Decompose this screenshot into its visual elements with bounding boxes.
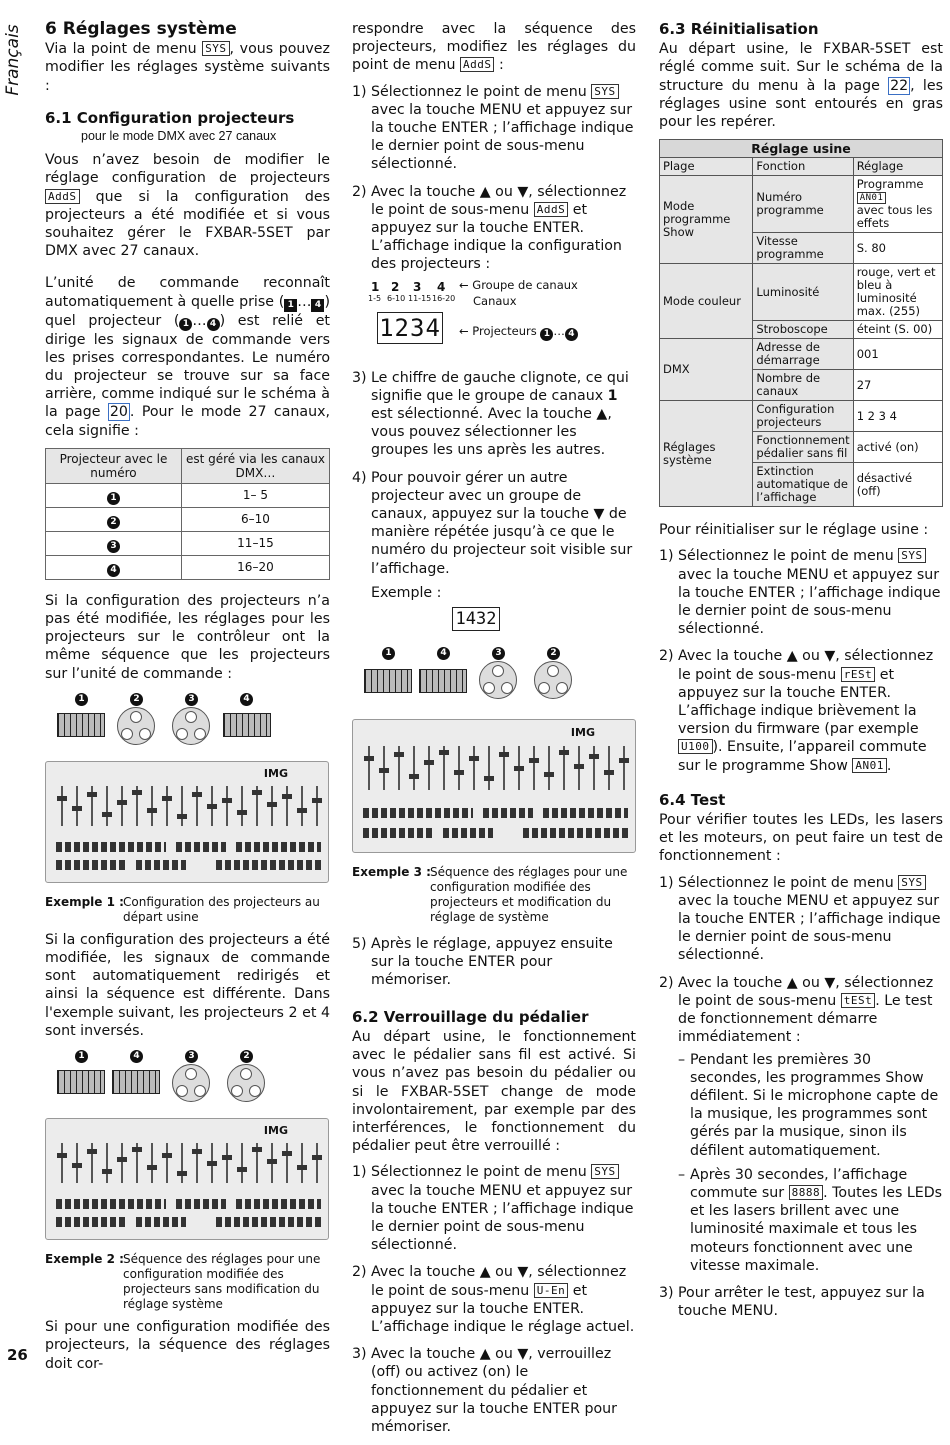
example-label: Exemple : <box>371 584 442 601</box>
lcd-sys: SYS <box>591 1164 618 1179</box>
table-row: Mode programme Show Numéro programme Programme AN01 avec tous les effets <box>660 176 943 233</box>
lcd-display: 1432 <box>452 607 500 631</box>
steps-list <box>352 1163 636 1436</box>
paragraph: Si la configuration des projecteurs n’a pas été modifiée, les réglages pour les projecteurs sur le contrôleur ont la même séquence que les projecteurs sur l’unité de commande : <box>45 592 330 682</box>
lcd-sys: SYS <box>202 41 229 56</box>
table-row: Extinction automatique de l’affichage désactivé (off) <box>660 463 943 507</box>
figure-example-1: 1 2 3 4 IMG <box>45 691 330 891</box>
lcd-sys: SYS <box>591 84 618 99</box>
lcd-adds: AddS <box>460 57 495 72</box>
paragraph: Au départ usine, le fonctionnement avec le pédalier sans fil est activé. Si vous n’avez pas besoin du pédalier ou si le FXBAR-5SET change de mode involontairement, par exemple par des interférences, le fonctionnement du pédalier peut être verrouillé : <box>352 1028 636 1155</box>
caption: Exemple 2 : Séquence des réglages pour une configuration modifiée des projecteurs sans modification du réglage système <box>45 1252 321 1312</box>
moving-head <box>172 1064 210 1102</box>
paragraph: L’unité de commande reconnaît automatiquement à quelle prise ( 1 … 4 ) quel projecteur ( 1 … 4 ) est relié et dirige les signaux de commande vers les prises correspondantes. Le numéro du projecteur se trouve sur sa face arrière, comme indiqué sur le schéma à la page 20 . Pour le mode 27 canaux, cela signifie : <box>45 275 330 439</box>
table-title: Réglage usine <box>660 140 943 158</box>
table-row: Stroboscope éteint (S. 00) <box>660 321 943 339</box>
column-header: Réglage <box>853 158 942 176</box>
moving-head <box>479 661 517 699</box>
lcd-adds: AddS <box>534 202 569 217</box>
socket-number: 1 <box>284 299 297 312</box>
language-label: Français <box>3 24 23 96</box>
controller-console: IMG <box>45 1118 329 1240</box>
lcd-sys: SYS <box>898 548 925 563</box>
lcd-an01: AN01 <box>852 758 887 773</box>
moving-head <box>227 1064 265 1102</box>
factory-settings-table <box>659 139 943 507</box>
lcd-adds: AddS <box>45 189 80 204</box>
subsection-heading-6-3: 6.3 Réinitialisation <box>659 20 819 38</box>
paragraph: Pour réinitialiser sur le réglage usine : <box>659 522 929 539</box>
controller-console: IMG <box>45 761 329 883</box>
table-row: Fonctionnement pédalier sans fil activé (on) <box>660 432 943 463</box>
caption: Exemple 3 : Séquence des réglages pour une configuration modifiée des projecteurs et modification du réglage de système <box>352 865 628 925</box>
list-item: 3) Pour arrêter le test, appuyez sur la touche MENU. <box>659 1284 925 1320</box>
list-item: 3) Le chiffre de gauche clignote, ce qui signifie que le groupe de canaux 1 est sélectionné. Avec la touche ▲, vous pouvez sélectionner les groupes les uns après les autres. <box>352 369 629 459</box>
list-item: 1) Sélectionnez le point de menu SYS avec la touche MENU et appuyez sur la touche ENTER ; l’affichage indique le dernier point de sous-menu sélectionné. <box>659 874 941 964</box>
table-header: Projecteur avec le numéro <box>46 448 182 483</box>
moving-head <box>534 661 572 699</box>
figure-example-3: 1432 1 4 3 2 IMG <box>352 607 636 861</box>
subsection-heading-6-4: 6.4 Test <box>659 790 726 809</box>
led-bar <box>419 669 467 693</box>
led-bar <box>57 713 105 737</box>
list-item: – Pendant les premières 30 secondes, les programmes Show défilent. Si le microphone capte de la musique, les programmes sont gérés par la musique, sinon ils défilent automatiquement. <box>678 1051 943 1160</box>
paragraph: Si la configuration des projecteurs a été modifiée, les signaux de commande sont automatiquement redirigés et ainsi la séquence est différente. Dans l'exemple suivant, les projecteurs 2 et 4 sont inversés. <box>45 931 330 1039</box>
projector-number: 1 <box>179 318 192 331</box>
list-item: 5) Après le réglage, appuyez ensuite sur la touche ENTER pour mémoriser. <box>352 936 613 989</box>
projectors-label: ← Projecteurs 1 … 4 <box>459 322 578 341</box>
steps-list <box>659 874 943 1321</box>
section-heading: 6 Réglages système <box>45 19 237 39</box>
socket-number: 4 <box>311 299 324 312</box>
list-item: 2) Avec la touche ▲ ou ▼, sélectionnez le point de sous-menu AddS et appuyez sur la touche ENTER. L’affichage indique la configuration des projecteurs : 1 2 3 4 1-5 6-10 11-15 16-20 ← Groupe de canaux Canaux 1234 ← Projecteurs 1 … 4 <box>352 183 636 360</box>
list-item: 2) Avec la touche ▲ ou ▼, sélectionnez le point de sous-menu tESt . Le test de fonctionnement démarre immédiatement : – Pendant les premières 30 secondes, les programmes Show défilent. Si le microphone capte de la musique, les programmes sont gérés par la musique, sinon ils défilent automatiquement. – Après 30 secondes, l’affichage commute sur 8888 . Toutes les LEDs et les lasers brillent avec une luminosité maximale et tous les moteurs fonctionnent avec une vitesse maximale. <box>659 974 943 1275</box>
moving-head <box>172 707 210 745</box>
intro-paragraph: Via la point de menu SYS , vous pouvez modifier les réglages système suivants : <box>45 41 330 94</box>
subsection-heading-6-2: 6.2 Verrouillage du pédalier <box>352 1007 589 1026</box>
table-row: Mode couleur Luminosité rouge, vert et bleu à luminosité max. (255) <box>660 264 943 321</box>
page-link[interactable]: 20 <box>109 404 128 421</box>
led-bar <box>223 713 271 737</box>
controller-console: IMG <box>352 719 636 853</box>
language-tab <box>3 20 23 100</box>
paragraph: respondre avec la séquence des projecteurs, modifiez les réglages du point de menu AddS : <box>352 21 636 74</box>
column-3 <box>659 20 943 1329</box>
led-bar <box>57 1070 105 1094</box>
subsection-subtitle: pour le mode DMX avec 27 canaux <box>81 129 277 144</box>
projector-number: 4 <box>207 318 220 331</box>
column-2 <box>352 20 636 1445</box>
caption: Exemple 1 : Configuration des projecteurs au départ usine <box>45 894 320 924</box>
moving-head <box>117 707 155 745</box>
lcd-rest: rESt <box>841 667 876 682</box>
subsection-heading-6-1: 6.1 Configuration projecteurs <box>45 108 295 127</box>
table-row: 4 16–20 <box>46 555 330 579</box>
list-item: – Après 30 secondes, l’affichage commute sur 8888 . Toutes les LEDs et les lasers brillent avec une luminosité maximale et tous les moteurs fonctionnent avec une vitesse maximale. <box>678 1166 943 1275</box>
led-bar <box>112 1070 160 1094</box>
steps-list <box>352 935 636 990</box>
table-row: DMX Adresse de démarrage 001 <box>660 339 943 370</box>
table-row: 1 1– 5 <box>46 483 330 507</box>
column-header: Fonction <box>753 158 853 176</box>
paragraph: Vous n’avez besoin de modifier le réglage configuration de projecteurs AddS que si la configuration des projecteurs a été modifiée et si vous souhaitez gérer le FXBAR-5SET par DMX avec 27 canaux. <box>45 152 330 260</box>
column-1 <box>45 20 330 1381</box>
lcd-test: tESt <box>841 993 876 1008</box>
column-header: Plage <box>660 158 753 176</box>
page-number: 26 <box>7 1346 28 1364</box>
figure-example-2: 1 4 3 2 IMG <box>45 1048 330 1248</box>
list-item: 1) Sélectionnez le point de menu SYS avec la touche MENU et appuyez sur la touche ENTER ; l’affichage indique le dernier point de sous-menu sélectionné. <box>352 83 634 173</box>
led-bar <box>364 669 412 693</box>
table-row: Réglages système Configuration projecteurs 1 2 3 4 <box>660 401 943 432</box>
list-item: 2) Avec la touche ▲ ou ▼, sélectionnez le point de sous-menu U-En et appuyez sur la touche ENTER. L’affichage indique le réglage actuel. <box>352 1264 635 1335</box>
paragraph: Au départ usine, le FXBAR-5SET est réglé comme suit. Sur le schéma de la structure du menu à la page 22 , les réglages usine sont entourés en gras pour les repérer. <box>659 41 943 131</box>
display-diagram: 1 2 3 4 1-5 6-10 11-15 16-20 ← Groupe de canaux Canaux 1234 ← Projecteurs 1 … 4 <box>368 277 578 342</box>
list-item: 4) Pour pouvoir gérer un autre projecteur avec un groupe de canaux, appuyez sur la touche ▼ de manière répétée jusqu’à ce que le numéro du projecteur soit visible sur l’affichage. Exemple : <box>352 469 636 602</box>
lcd-8888: 8888 <box>789 1185 824 1200</box>
paragraph: Si pour une configuration modifiée des projecteurs, la séquence des réglages doit cor- <box>45 1319 330 1372</box>
list-item: 2) Avec la touche ▲ ou ▼, sélectionnez le point de sous-menu rESt et appuyez sur la touche ENTER. L’affichage indique brièvement la version du firmware (par exemple U100 ). Ensuite, l’appareil commute sur le programme Show AN01 . <box>659 648 934 774</box>
list-item: 1) Sélectionnez le point de menu SYS avec la touche MENU et appuyez sur la touche ENTER ; l’affichage indique le dernier point de sous-menu sélectionné. <box>352 1164 634 1254</box>
dmx-mapping-table <box>45 448 330 580</box>
list-item: 3) Avec la touche ▲ ou ▼, verrouillez (off) ou activez (on) le fonctionnement du pédalier et appuyez sur la touche ENTER pour mémoriser. <box>352 1346 618 1435</box>
table-row: Vitesse programme S. 80 <box>660 233 943 264</box>
paragraph: Pour vérifier toutes les LEDs, les lasers et les moteurs, on peut faire un test de fonctionnement : <box>659 812 943 865</box>
steps-list <box>659 547 943 774</box>
lcd-u100: U100 <box>678 739 713 754</box>
lcd-sys: SYS <box>898 875 925 890</box>
table-row: 2 6–10 <box>46 507 330 531</box>
table-row: Nombre de canaux 27 <box>660 370 943 401</box>
page-link[interactable]: 22 <box>890 77 909 94</box>
table-row: 3 11–15 <box>46 531 330 555</box>
list-item: 1) Sélectionnez le point de menu SYS avec la touche MENU et appuyez sur la touche ENTER ; l’affichage indique le dernier point de sous-menu sélectionné. <box>659 548 941 638</box>
lcd-uen: U-En <box>534 1283 569 1298</box>
steps-list <box>352 83 636 602</box>
table-header: est géré via les canaux DMX… <box>181 448 329 483</box>
lcd-display: 1234 <box>377 312 443 344</box>
